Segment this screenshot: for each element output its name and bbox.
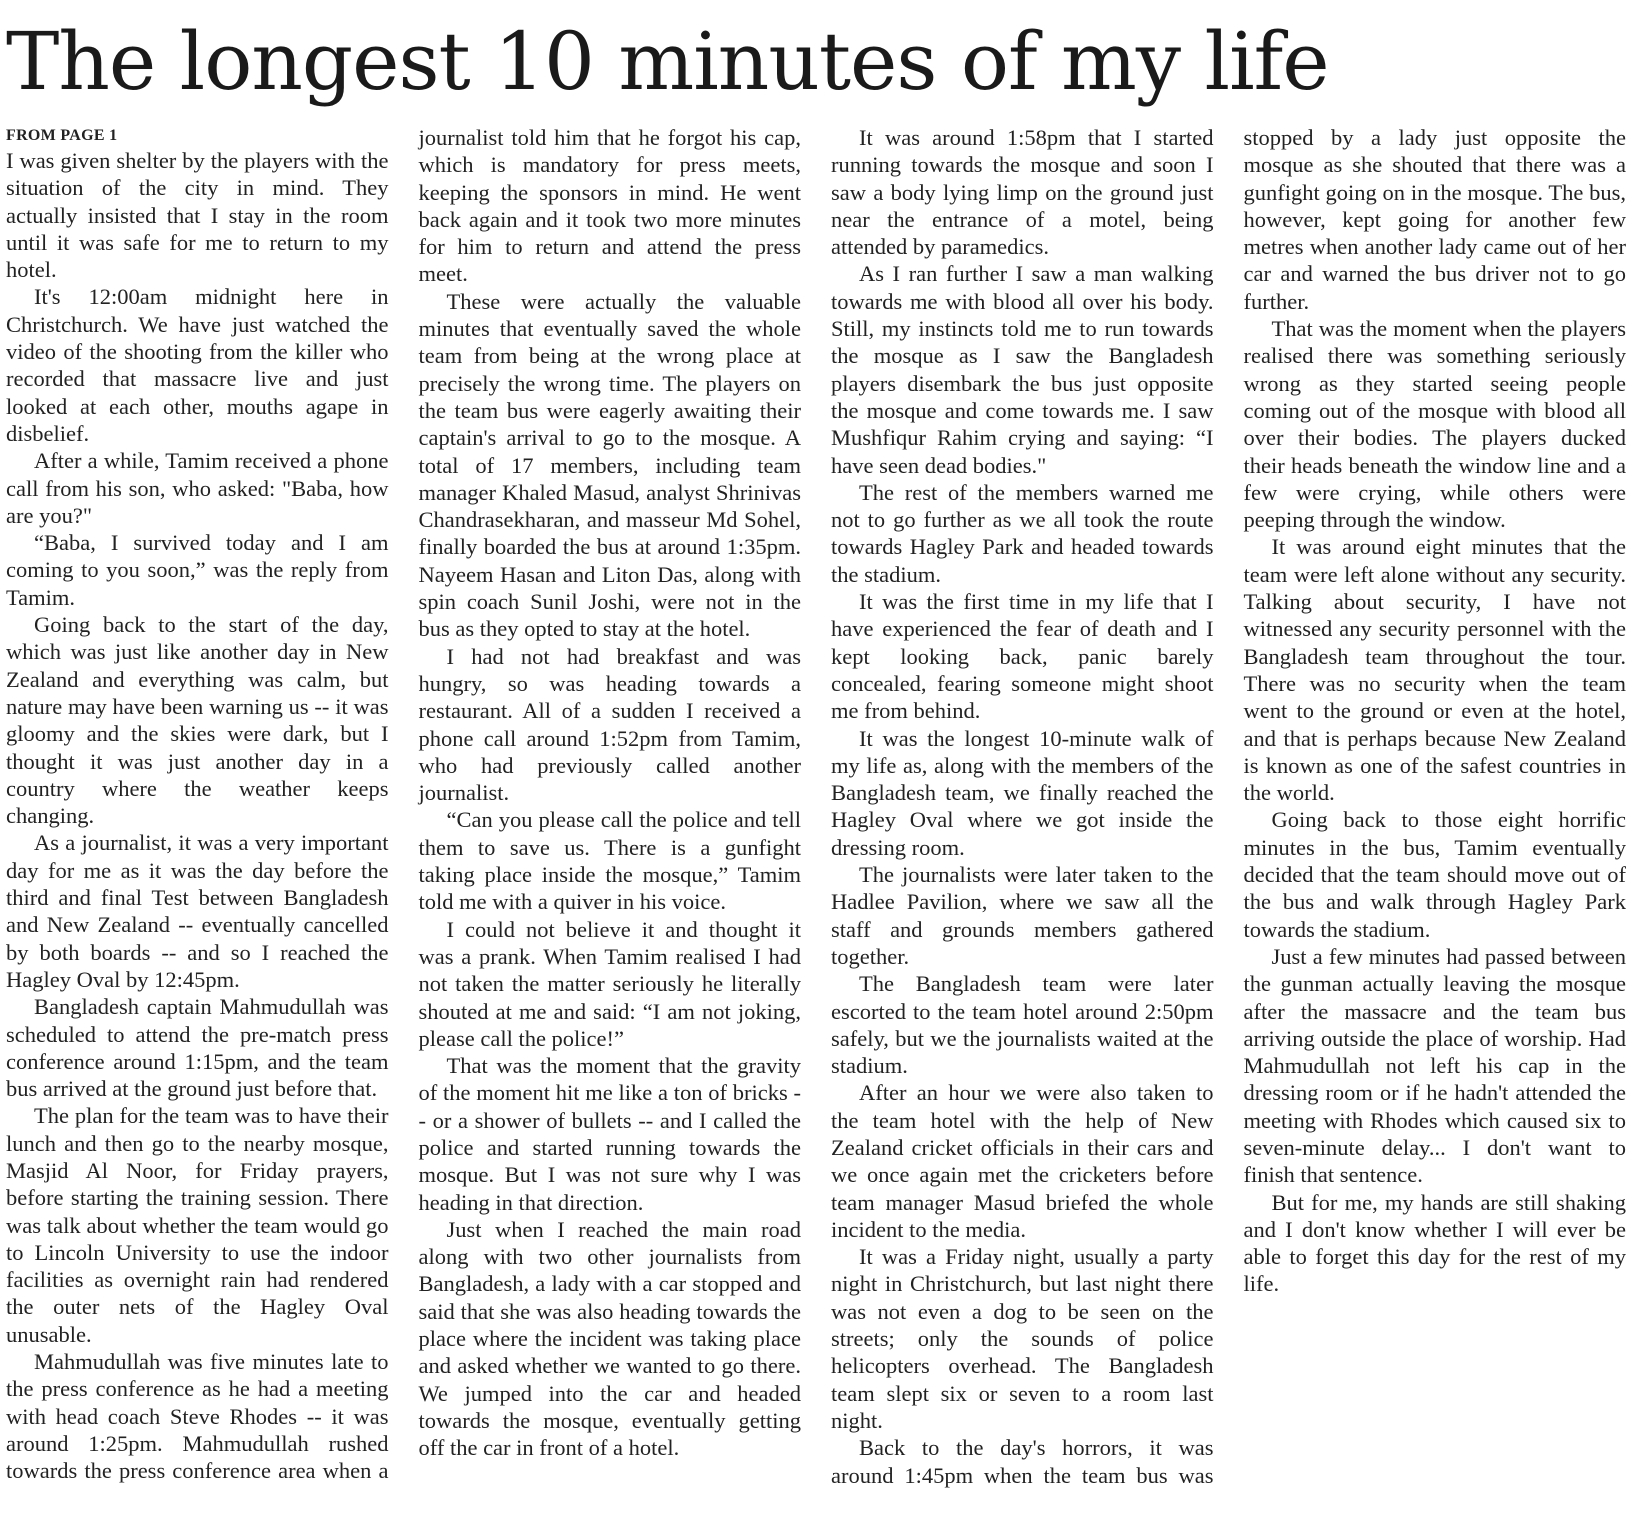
paragraph: It was around eight minutes that the team were left alone without any security. Talking about security, I have not witnessed any security personnel with the Bangladesh team throughout the tour. There was no security when the team went to the ground or even at the hotel, and that is perhaps because New Zealand is known as one of the safest countries in the world.	[1243, 534, 1626, 806]
paragraph: The rest of the members warned me not to go further as we all took the route towards Hagley Park and headed towards the stadium.	[831, 479, 1214, 587]
paragraph: As a journalist, it was a very important day for me as it was the day before the third and final Test between Bangladesh and New Zealand -- eventually cancelled by both boards -- and so I reached the Hagley Oval by 12:45pm.	[6, 830, 389, 992]
paragraph: After an hour we were also taken to the team hotel with the help of New Zealand cricket officials in their cars and we once again met the cricketers before team manager Masud briefed the whole incident to the media.	[831, 1080, 1214, 1242]
paragraph: Just when I reached the main road along with two other journalists from Bangladesh, a lady with a car stopped and said that she was also heading towards the place where the incident was taking place and asked whether we wanted to go there. We jumped into the car and headed towards the mosque, eventually getting off the car in front of a hotel.	[418, 1216, 801, 1461]
paragraph: “Can you please call the police and tell them to save us. There is a gunfight taking place inside the mosque,” Tamim told me with a quiver in his voice.	[418, 807, 801, 915]
paragraph: That was the moment when the players realised there was something seriously wrong as they started seeing people coming out of the mosque with blood all over their bodies. The players ducked their heads beneath the window line and a few were crying, while others were peeping through the window.	[1243, 316, 1626, 533]
paragraph: That was the moment that the gravity of the moment hit me like a ton of bricks -- or a shower of bullets -- and I called the police and started running towards the mosque. But I was not sure why I was heading in that direction.	[418, 1053, 801, 1215]
paragraph: As I ran further I saw a man walking towards me with blood all over his body. Still, my instincts told me to run towards the mosque as I saw the Bangladesh players disembark the bus just opposite the mosque and come towards me. I saw Mushfiqur Rahim crying and saying: “I have seen dead bodies."	[831, 261, 1214, 478]
paragraph: I could not believe it and thought it was a prank. When Tamim realised I had not taken the matter seriously he literally shouted at me and said: “I am not joking, please call the police!”	[418, 916, 801, 1051]
paragraph: Bangladesh captain Mahmudullah was scheduled to attend the pre-match press conference around 1:15pm, and the team bus arrived at the ground just before that.	[6, 994, 389, 1102]
paragraph: After a while, Tamim received a phone call from his son, who asked: "Baba, how are you?"	[6, 448, 389, 528]
paragraph: It's 12:00am midnight here in Christchurch. We have just watched the video of the shooting from the killer who recorded that massacre live and just looked at each other, mouths agape in disbelief.	[6, 284, 389, 446]
paragraph: I was given shelter by the players with the situation of the city in mind. They actually insisted that I stay in the room until it was safe for me to return to my hotel.	[6, 148, 389, 283]
paragraph: “Baba, I survived today and I am coming to you soon,” was the reply from Tamim.	[6, 530, 389, 610]
paragraph: But for me, my hands are still shaking and I don't know whether I will ever be able to forget this day for the rest of my life.	[1243, 1189, 1626, 1297]
paragraph: It was a Friday night, usually a party night in Christchurch, but last night there was not even a dog to be seen on the streets; only the sounds of police helicopters overhead. The Bangladesh team slept six or seven to a room last night.	[831, 1244, 1214, 1433]
paragraph: It was around 1:58pm that I started running towards the mosque and soon I saw a body lying limp on the ground just near the entrance of a motel, being attended by paramedics.	[831, 125, 1214, 260]
paragraph: Mahmudullah was five minutes late to the press conference as he had a meeting with head coach Steve Rhodes -- it was around 1:25pm. Mahmudullah rushed towards the press conference area when a journalist told him that he forgot his cap, which is mandatory for press meets, keeping the sponsors in mind. He went back again and it took two more minutes for him to return and attend the press meet.	[6, 125, 801, 1484]
paragraph: It was the first time in my life that I have experienced the fear of death and I kept looking back, panic barely concealed, fearing someone might shoot me from behind.	[831, 589, 1214, 724]
kicker-label: FROM PAGE 1	[6, 127, 118, 144]
paragraph: Going back to those eight horrific minutes in the bus, Tamim eventually decided that the team should move out of the bus and walk through Hagley Park towards the stadium.	[1243, 807, 1626, 942]
article-body	[6, 124, 1626, 1509]
paragraph: These were actually the valuable minutes that eventually saved the whole team from being at the wrong place at precisely the wrong time. The players on the team bus were eagerly awaiting their captain's arrival to go to the mosque. A total of 17 members, including team manager Khaled Masud, analyst Shrinivas Chandrasekharan, and masseur Md Sohel, finally boarded the bus at around 1:35pm. Nayeem Hasan and Liton Das, along with spin coach Sunil Joshi, were not in the bus as they opted to stay at the hotel.	[418, 288, 801, 642]
paragraph: It was the longest 10-minute walk of my life as, along with the members of the Bangladesh team, we finally reached the Hagley Oval where we got inside the dressing room.	[831, 725, 1214, 860]
paragraph: Back to the day's horrors, it was around 1:45pm when the team bus was stopped by a lady just opposite the mosque as she shouted that there was a gunfight going on in the mosque. The bus, however, kept going for another few metres when another lady came out of her car and warned the bus driver not to go further.	[831, 125, 1626, 1488]
paragraph: I had not had breakfast and was hungry, so was heading towards a restaurant. All of a sudden I received a phone call around 1:52pm from Tamim, who had previously called another journalist.	[418, 643, 801, 806]
paragraph: Going back to the start of the day, which was just like another day in New Zealand and everything was calm, but nature may have been warning us -- it was gloomy and the skies were dark, but I thought it was just another day in a country where the weather keeps changing.	[6, 612, 389, 829]
paragraph: The Bangladesh team were later escorted to the team hotel around 2:50pm safely, but we the journalists waited at the stadium.	[831, 971, 1214, 1079]
paragraph: The plan for the team was to have their lunch and then go to the nearby mosque, Masjid Al Noor, for Friday prayers, before starting the training session. There was talk about whether the team would go to Lincoln University to use the indoor facilities as overnight rain had rendered the outer nets of the Hagley Oval unusable.	[6, 1103, 389, 1347]
paragraph: Just a few minutes had passed between the gunman actually leaving the mosque after the massacre and the team bus arriving outside the place of worship. Had Mahmudullah not left his cap in the dressing room or if he hadn't attended the meeting with Rhodes which caused six to seven-minute delay... I don't want to finish that sentence.	[1243, 943, 1626, 1188]
paragraph: The journalists were later taken to the Hadlee Pavilion, where we saw all the staff and grounds members gathered together.	[831, 862, 1214, 969]
headline: The longest 10 minutes of my life	[6, 15, 1329, 108]
